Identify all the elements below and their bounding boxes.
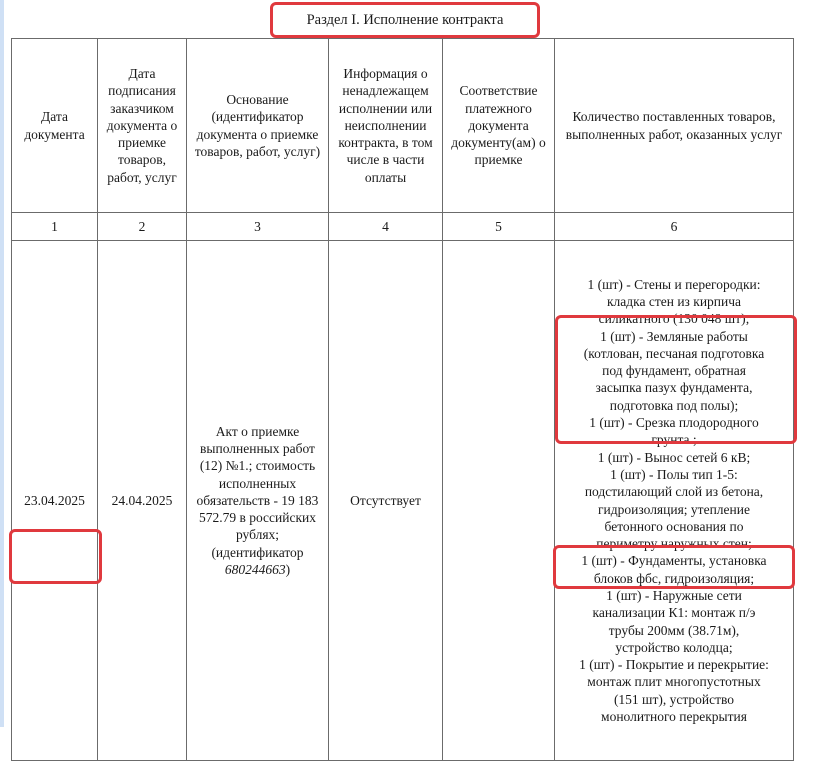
quantity-line: подготовка под полы); [609,397,739,413]
quantity-line: кладка стен из кирпича [606,293,742,309]
contract-execution-table [11,38,794,761]
quantity-line: 1 (шт) - Вынос сетей 6 кВ; [597,449,751,465]
quantity-line: периметру наружных стен; [596,536,752,552]
quantity-line: (котлован, песчаная подготовка [583,345,765,361]
header-doc-date: Дата документа [12,39,98,213]
basis-text: Акт о приемке выполненных работ (12) №1.; стоимость исполненных обязательств - 19 183 572.79 в российских рублях; (идентификатор [196,423,319,560]
quantity-line: 1 (шт) - Наружные сети [606,587,742,603]
quantity-line: грунта ; [651,432,697,448]
violation-info-cell: Отсутствует [329,241,443,761]
header-payment-match: Соответствие платежного документа документу(ам) о приемке [443,39,555,213]
basis-cell [187,241,329,761]
quantity-line: 1 (шт) - Фундаменты, установка [581,553,767,569]
quantity-line: под фундамент, обратная [602,363,746,379]
quantity-cell [555,241,794,761]
header-sign-date: Дата подписания заказчиком документа о приемке товаров, работ, услуг [98,39,187,213]
header-violation-info: Информация о ненадлежащем исполнении или неисполнении контракта, в том числе в части оплаты [329,39,443,213]
basis-identifier: 680244663 [224,562,286,578]
quantity-line: 1 (шт) - Полы тип 1-5: [610,466,738,482]
header-basis: Основание (идентификатор документа о приемке товаров, работ, услуг) [187,39,329,213]
quantity-line: 1 (шт) - Покрытие и перекрытие: [579,657,769,673]
column-number: 2 [98,213,187,241]
column-number: 1 [12,213,98,241]
quantity-line: засыпка пазух фундамента, [595,380,753,396]
basis-close: ) [285,562,291,578]
quantity-line: 1 (шт) - Стены и перегородки: [587,276,761,292]
quantity-line: бетонного основания по [604,518,744,534]
page-left-accent [0,0,4,727]
sign-date-cell: 24.04.2025 [98,241,187,761]
quantity-line: гидроизоляция; утепление [598,501,750,517]
quantity-line: канализации К1: монтаж п/э [592,605,756,621]
header-quantity: Количество поставленных товаров, выполненных работ, оказанных услуг [555,39,794,213]
quantity-line: (151 шт), устройство [613,691,735,707]
column-number: 6 [555,213,794,241]
quantity-line: трубы 200мм (38.71м), [608,622,740,638]
quantity-line: монолитного перекрытия [601,709,747,725]
quantity-line: 1 (шт) - Срезка плодородного [589,415,759,431]
quantity-line: монтаж плит многопустотных [587,674,761,690]
quantity-line: 1 (шт) - Земляные работы [600,328,748,344]
header-row [12,39,794,213]
payment-match-cell [443,241,555,761]
quantity-line: подстилающий слой из бетона, [584,484,764,500]
quantity-line: устройство колодца; [615,639,733,655]
doc-date-cell: 23.04.2025 [12,241,98,761]
column-number-row [12,213,794,241]
section-title: Раздел I. Исполнение контракта [270,2,540,38]
column-number: 3 [187,213,329,241]
column-number: 5 [443,213,555,241]
quantity-line: силикатного (130 048 шт); [598,311,750,327]
quantity-line: блоков фбс, гидроизоляция; [593,570,755,586]
table-row [12,241,794,761]
column-number: 4 [329,213,443,241]
